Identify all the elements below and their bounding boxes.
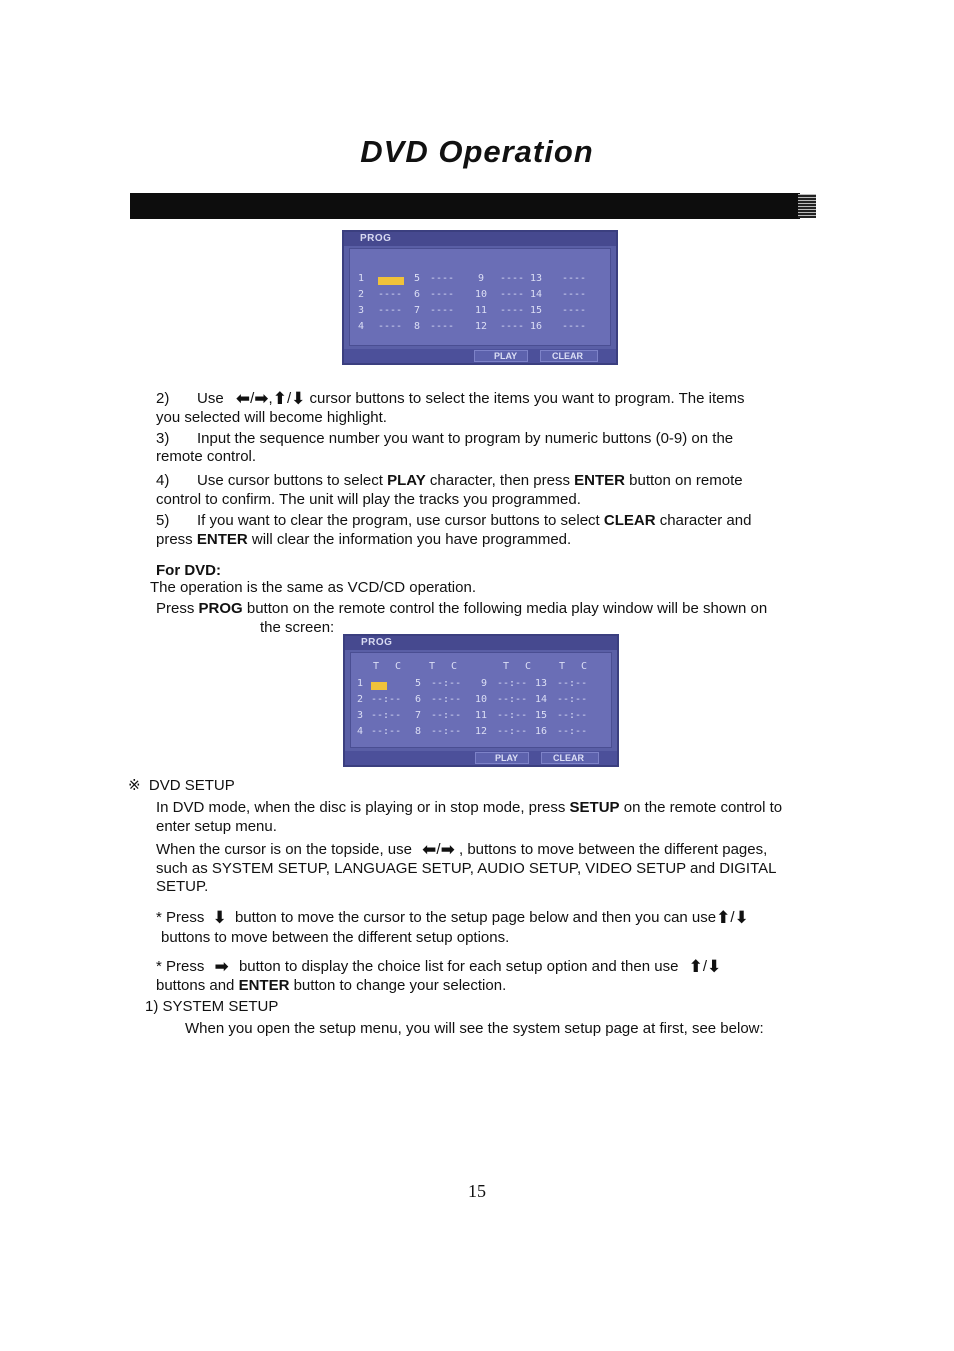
section-divider-bar: [130, 193, 800, 219]
down-arrow-icon: ⬇: [707, 957, 722, 976]
right-arrow-icon: ➡: [214, 957, 229, 976]
up-arrow-icon: ⬆: [272, 389, 287, 408]
page-title: DVD Operation: [360, 134, 594, 169]
for-dvd-line2: Press PROG button on the remote control the following media play window will be shown on: [156, 600, 768, 617]
for-dvd-line1: The operation is the same as VCD/CD operation.: [150, 579, 476, 596]
for-dvd-line3: the screen:: [260, 619, 335, 636]
play-button[interactable]: PLAY: [495, 753, 519, 763]
step-2: 2) Use ⬅/➡,⬆/⬇ cursor buttons to select the items you want to program. The items: [156, 389, 745, 408]
right-arrow-icon: ➡: [254, 389, 269, 408]
for-dvd-heading: For DVD:: [156, 562, 221, 579]
setup-p2: When the cursor is on the topside, use ⬅/➡ , buttons to move between the different pages,: [156, 840, 768, 859]
setup-p1-cont: enter setup menu.: [156, 818, 277, 835]
step-5: 5) If you want to clear the program, use cursor buttons to select CLEAR character and: [156, 512, 752, 529]
step-3: 3) Input the sequence number you want to program by numeric buttons (0-9) on the: [156, 430, 734, 447]
prog-screen-dvd: [343, 634, 619, 767]
reference-mark: ※: [128, 777, 141, 794]
setup-p4-cont: buttons and ENTER button to change your selection.: [156, 977, 507, 994]
left-arrow-icon: ⬅: [235, 389, 251, 408]
setup-p2-cont1: such as SYSTEM SETUP, LANGUAGE SETUP, AUDIO SETUP, VIDEO SETUP and DIGITAL: [156, 860, 777, 877]
prog-screen-footer: [345, 751, 617, 765]
setup-p1: In DVD mode, when the disc is playing or in stop mode, press SETUP on the remote control to: [156, 799, 783, 816]
prog-screen-title: PROG: [360, 233, 392, 244]
prog-track-grid: T C T C T C T C 1 5 --:-- 9 --:-- 13 --:-- 2 --:-- 6 --:-- 10 --:-- 14 --:-- 3 --:-- 7 --:-- 11 --:-- 15 --:-- 4 --:-- 8 --:-- 12 --:-- 16 --:--: [350, 652, 612, 748]
dvd-setup-heading: ※ DVD SETUP: [128, 777, 235, 794]
highlight-cursor: [371, 682, 387, 690]
prog-track-grid: 1 5 ---- 9 ---- 13 ---- 2 ---- 6 ---- 10 ---- 14 ---- 3 ---- 7 ---- 11 ---- 15 ---- 4 ---- 8 ---- 12 ---- 16 ----: [349, 248, 611, 346]
system-setup-text: When you open the setup menu, you will see the system setup page at first, see below:: [185, 1020, 764, 1037]
prog-screen-header: [345, 636, 617, 650]
clear-button[interactable]: CLEAR: [552, 351, 583, 361]
step-5-cont: press ENTER will clear the information you have programmed.: [156, 531, 572, 548]
prog-screen-footer: [344, 349, 616, 363]
step-2-cont: you selected will become highlight.: [156, 409, 387, 426]
down-arrow-icon: ⬇: [212, 908, 227, 927]
right-arrow-icon: ➡: [440, 840, 455, 859]
prog-screen-title: PROG: [361, 637, 393, 648]
divider-bar-end: [798, 194, 816, 218]
prog-screen-vcd: [342, 230, 618, 365]
step-4: 4) Use cursor buttons to select PLAY character, then press ENTER button on remote: [156, 472, 743, 489]
clear-button[interactable]: CLEAR: [553, 753, 584, 763]
step-3-cont: remote control.: [156, 448, 257, 465]
highlight-cursor: [378, 277, 404, 285]
left-arrow-icon: ⬅: [422, 840, 437, 859]
setup-p4: * Press ➡ button to display the choice list for each setup option and then use ⬆/⬇: [156, 957, 722, 976]
prog-screen-header: [344, 232, 616, 246]
setup-p3-cont: buttons to move between the different setup options.: [161, 929, 510, 946]
step-4-cont: control to confirm. The unit will play the tracks you programmed.: [156, 491, 581, 508]
setup-p3: * Press ⬇ button to move the cursor to the setup page below and then you can use⬆/⬇: [156, 908, 749, 927]
up-arrow-icon: ⬆: [688, 957, 703, 976]
system-setup-heading: 1) SYSTEM SETUP: [145, 998, 279, 1015]
up-arrow-icon: ⬆: [716, 908, 731, 927]
down-arrow-icon: ⬇: [734, 908, 749, 927]
play-button[interactable]: PLAY: [494, 351, 518, 361]
page-number: 15: [468, 1181, 486, 1201]
setup-p2-cont2: SETUP.: [156, 878, 209, 895]
down-arrow-icon: ⬇: [291, 389, 306, 408]
